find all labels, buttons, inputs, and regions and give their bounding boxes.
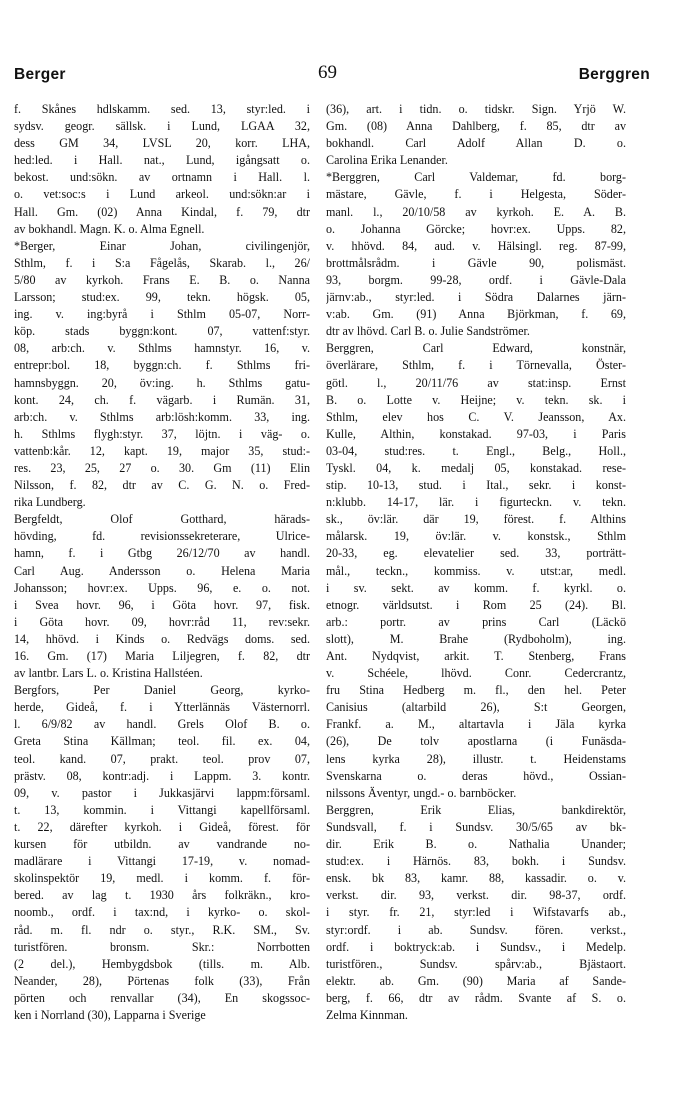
text-line: 20-33, eg. elevatelier sed. 33, porträtt- xyxy=(326,546,626,561)
text-line: f. Skånes hdlskamm. sed. 13, styr:led. i xyxy=(14,102,310,116)
text-line: Sundsvall, f. i Sundsv. 30/5/65 av bk- xyxy=(326,819,626,834)
text-line: dir. Erik B. o. Nathalia Unander; xyxy=(326,837,626,852)
text-line: *Berger, Einar Johan, civilingenjör, xyxy=(14,238,310,253)
text-line: manl. l., 20/10/58 av kyrkoh. E. A. B. xyxy=(326,204,626,219)
text-line: teol. kand. 07, prakt. teol. prov 07, xyxy=(14,751,310,766)
text-line: v:ab. Gm. (91) Anna Björkman, f. 69, xyxy=(326,307,626,322)
text-line: kont. 24, ch. f. vägarb. i Rumän. 31, xyxy=(14,392,310,407)
text-line: bekost. und:sökn. av ortnamn i Hall. l. xyxy=(14,170,310,185)
text-line: v. Schéele, lhövd. Conr. Cedercrantz, xyxy=(326,666,626,681)
text-line: järnv:ab., styr:led. i Södra Dalarnes järn- xyxy=(326,290,626,305)
text-line: Hall. Gm. (02) Anna Kindal, f. 79, dtr xyxy=(14,204,310,219)
text-line: köp. stads byggn:kont. 07, vattenf:styr. xyxy=(14,324,310,339)
text-line: av bokhandl. Magn. K. o. Alma Egnell. xyxy=(14,221,205,236)
text-line: götl. l., 20/11/76 av stat:insp. Ernst xyxy=(326,375,626,390)
header-right-word: Berggren xyxy=(578,66,650,83)
text-line: av lantbr. Lars L. o. Kristina Hallstéen. xyxy=(14,666,203,681)
text-line: i Göta hovr. 09, hovr:råd 11, rev:sekr. xyxy=(14,614,310,629)
text-line: h. Sthlms flygh:styr. 37, löjtn. i väg- o. xyxy=(14,426,310,441)
text-line: skolinspektör 19, medl. i komm. f. för- xyxy=(14,871,310,886)
text-line: pörten och renvallar (34), En skogssoc- xyxy=(14,990,310,1005)
text-line: n:klubb. 14-17, lär. i figurteckn. v. tekn. xyxy=(326,495,626,510)
text-line: o. Johanna Görcke; hovr:ex. Upps. 82, xyxy=(326,221,626,236)
text-line: Ant. Nydqvist, arkit. T. Stenberg, Frans xyxy=(326,649,626,663)
text-line: Sthlm, f. i S:a Fågelås, Skarab. l., 26/ xyxy=(14,255,310,270)
text-line: Carl Aug. Andersson o. Helena Maria xyxy=(14,563,310,578)
text-line: 09, v. pastor i Jukkasjärvi lappm:församl. xyxy=(14,785,310,800)
text-line: i Svea hovr. 96, i Göta hovr. 97, fisk. xyxy=(14,597,310,612)
text-line: B. o. Lotte v. Heijne; v. tekn. sk. i xyxy=(326,392,626,407)
text-line: hövding, fd. revisionssekreterare, Ulrice- xyxy=(14,529,310,544)
text-line: arb:ch. v. Sthlms arb:lösh:komm. 33, ing. xyxy=(14,409,310,424)
text-line: Carolina Erika Lenander. xyxy=(326,153,448,168)
text-line: stip. 10-13, stud. i Ital., sekr. i konst- xyxy=(326,478,626,493)
text-line: entrepr:bol. 18, byggn:ch. f. Sthlms fri- xyxy=(14,358,310,373)
text-line: bered. av lag t. 1930 års folkräkn., kro- xyxy=(14,888,310,903)
text-line: lens kyrka 28), illustr. t. Heidenstams xyxy=(326,751,626,766)
text-line: dess GM 34, LVSL 20, korr. LHA, xyxy=(14,136,310,151)
text-line: ensk. bk 83, kamr. 88, kassadir. o. v. xyxy=(326,871,626,886)
text-line: o. vet:soc:s i Lund arkeol. und:sökn:ar i xyxy=(14,187,310,202)
text-line: målarsk. 19, öv:lär. v. konstsk., Sthlm xyxy=(326,529,626,544)
text-line: (36), art. i tidn. o. tidskr. Sign. Yrjö W. xyxy=(326,102,626,116)
text-line: rika Lundberg. xyxy=(14,495,86,510)
text-line: Johansson; hovr:ex. Upps. 96, e. o. not. xyxy=(14,580,310,595)
text-line: v. hhövd. 84, aud. v. Hälsingl. reg. 87-99, xyxy=(326,238,626,253)
text-line: styr:ordf. i ab. Sundsv. fören. verkst., xyxy=(326,922,626,937)
text-line: elektr. ab. Gm. (90) Maria af Sande- xyxy=(326,973,626,988)
text-line: mästare, Gävle, f. i Helgesta, Söder- xyxy=(326,187,626,202)
text-line: Zelma Kinnman. xyxy=(326,1007,408,1022)
text-line: Svenskarna o. deras hövd., Ossian- xyxy=(326,768,626,783)
text-line: t. 13, kommin. i Vittangi kapellförsaml. xyxy=(14,802,310,817)
text-line: överlärare, Sthlm, f. i Törnevalla, Öster- xyxy=(326,358,626,373)
text-line: 03-04, stud:res. t. Engl., Belg., Holl., xyxy=(326,443,626,458)
text-line: bokhandl. Carl Adolf Allan D. o. xyxy=(326,136,626,151)
text-line: dtr av lhövd. Carl B. o. Julie Sandströmer. xyxy=(326,324,530,339)
text-line: ing. v. ing:byrå i Sthlm 05-07, Norr- xyxy=(14,307,310,322)
text-line: vattenb:kår. 12, kapt. 19, major 35, stud:- xyxy=(14,443,310,458)
text-line: i styr. fr. 21, styr:led i Wifstavarfs ab., xyxy=(326,905,626,920)
text-line: brottmålsrådm. i Gävle 90, polismäst. xyxy=(326,255,626,270)
text-line: mål., teckn., kommiss. v. utst:ar, medl. xyxy=(326,563,626,578)
text-line: Bergfeldt, Olof Gotthard, härads- xyxy=(14,512,310,527)
page-number: 69 xyxy=(318,62,337,83)
text-line: Kulle, Althin, konstakad. 97-03, i Paris xyxy=(326,426,626,441)
text-line: hamn, f. i Gtbg 26/12/70 av handl. xyxy=(14,546,310,561)
text-line: turistfören. bronsm. Skr.: Norrbotten xyxy=(14,939,310,954)
running-header xyxy=(0,62,680,92)
text-line: t. 22, därefter kyrkoh. i Gideå, förest. för xyxy=(14,819,310,834)
text-line: verkst. dir. 93, verkst. dir. 98-37, ordf. xyxy=(326,888,626,903)
text-line: Nilsson, f. 82, dtr av C. G. N. o. Fred- xyxy=(14,478,310,493)
text-line: Berggren, Erik Elias, bankdirektör, xyxy=(326,802,626,817)
text-line: Gm. (08) Anna Dahlberg, f. 85, dtr av xyxy=(326,119,626,134)
text-line: Berggren, Carl Edward, konstnär, xyxy=(326,341,626,356)
text-line: madlärare i Vittangi 17-19, v. nomad- xyxy=(14,854,310,869)
text-line: l. 6/9/82 av handl. Grels Olof B. o. xyxy=(14,717,310,732)
text-line: råd. m. fl. ndr o. styr., R.K. SM., Sv. xyxy=(14,922,310,937)
text-line: prästv. 08, kontr:adj. i Lappm. 3. kontr. xyxy=(14,768,310,783)
text-line: (26), De tolv apostlarna (i Funäsda- xyxy=(326,734,626,749)
text-line: nilssons Äventyr, ungd.- o. barnböcker. xyxy=(326,785,517,800)
text-line: 14, hhövd. i Kinds o. Redvägs doms. sed. xyxy=(14,631,310,646)
text-line: *Berggren, Carl Valdemar, fd. borg- xyxy=(326,170,626,185)
text-line: slott), M. Brahe (Rydboholm), ing. xyxy=(326,631,626,646)
text-line: 93, borgm. 99-28, ordf. i Gävle-Dala xyxy=(326,272,626,287)
text-line: berg, f. 66, dtr av rådm. Svante af S. o. xyxy=(326,990,626,1005)
text-line: kursen för utbildn. av vandrande no- xyxy=(14,837,310,852)
text-line: Larsson; stud:ex. 99, tekn. högsk. 05, xyxy=(14,290,310,305)
text-line: herde, Gideå, f. i Ytterlännäs Västernorrl. xyxy=(14,700,310,715)
text-line: hed:led. i Hall. nat., Lund, igångsatt o. xyxy=(14,153,310,168)
text-line: Frankf. a. M., altartavla i Jäla kyrka xyxy=(326,717,626,732)
text-line: sydsv. geogr. sällsk. i Lund, LGAA 32, xyxy=(14,119,310,134)
header-left-word: Berger xyxy=(14,66,66,83)
text-line: 5/80 av kyrkoh. Frans E. B. o. Nanna xyxy=(14,272,310,287)
text-line: Bergfors, Per Daniel Georg, kyrko- xyxy=(14,683,310,698)
text-line: i sv. sekt. av komm. f. kyrkl. o. xyxy=(326,580,626,595)
text-line: etnogr. världsutst. i Rom 25 (24). Bl. xyxy=(326,597,626,612)
text-line: 08, arb:ch. v. Sthlms hamnstyr. 16, v. xyxy=(14,341,310,356)
text-line: stud:ex. i Härnös. 83, bokh. i Sundsv. xyxy=(326,854,626,869)
text-line: Canisius (altarbild 26), S:t Georgen, xyxy=(326,700,626,715)
text-line: ordf. i boktryck:ab. i Sundsv., i Medelp. xyxy=(326,939,626,954)
left-column xyxy=(14,101,310,1024)
text-line: res. 23, 25, 27 o. 30. Gm (11) Elin xyxy=(14,460,310,475)
text-line: hamnsbyggn. 20, öv:ing. h. Sthlms gatu- xyxy=(14,375,310,390)
text-line: Greta Stina Källman; teol. fil. ex. 04, xyxy=(14,734,310,749)
text-line: turistfören., Sundsv. spårv:ab., Bjästaort. xyxy=(326,956,626,971)
text-line: fru Stina Hedberg m. fl., den hel. Peter xyxy=(326,683,626,698)
text-line: (2 del.), Hembygdsbok (tills. m. Alb. xyxy=(14,956,310,971)
text-line: Neander, 28), Pörtenas folk (33), Från xyxy=(14,973,310,988)
text-line: noomb., ordf. i tax:nd, i kyrko- o. skol- xyxy=(14,905,310,920)
text-line: ken i Norrland (30), Lapparna i Sverige xyxy=(14,1007,206,1022)
text-line: Sthlm, elev hos C. V. Jeansson, Ax. xyxy=(326,409,626,424)
text-line: sk., öv:lär. där 19, förest. f. Althins xyxy=(326,512,626,527)
text-line: arb.: portr. av prins Carl (Läckö xyxy=(326,614,626,629)
right-column xyxy=(326,101,626,1024)
text-line: Tyskl. 04, k. medalj 05, konstakad. rese- xyxy=(326,460,626,475)
text-line: 16. Gm. (17) Maria Liljegren, f. 82, dtr xyxy=(14,649,310,663)
